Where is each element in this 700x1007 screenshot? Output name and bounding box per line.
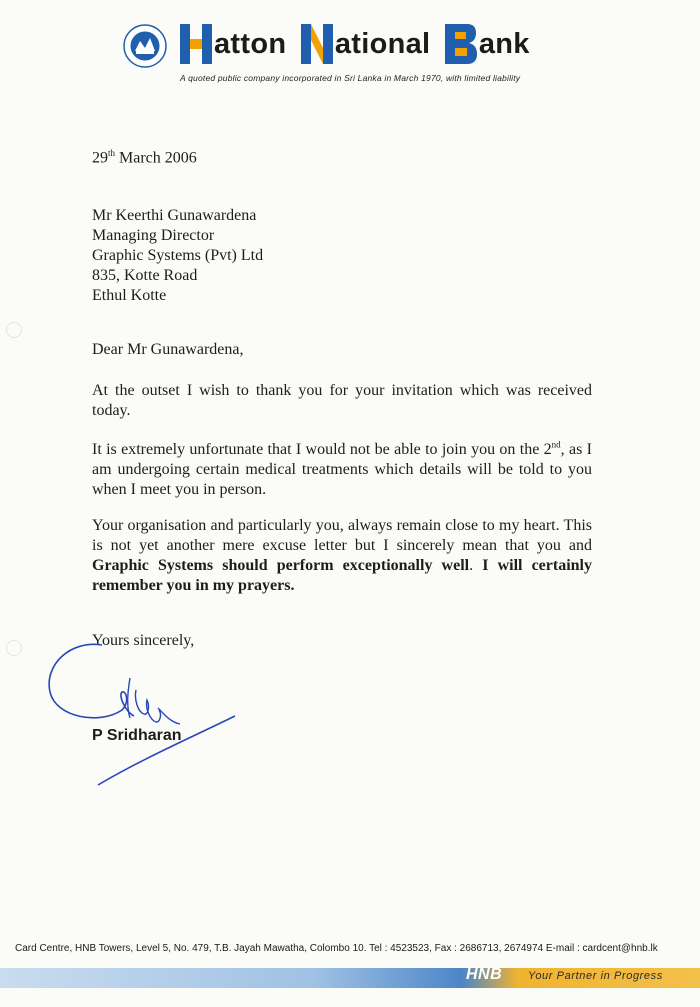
recipient-street: 835, Kotte Road: [92, 267, 198, 284]
paragraph-2-superscript: nd: [551, 439, 561, 450]
signatory-name: P Sridharan: [92, 727, 182, 744]
bank-name: [178, 22, 538, 70]
hnb-brand-mark: HNB: [466, 966, 503, 983]
date-suffix: th: [108, 148, 116, 158]
punch-hole: [6, 322, 22, 338]
footer-slogan: Your Partner in Progress: [528, 970, 663, 982]
paragraph-2: [92, 440, 592, 500]
paragraph-3-bold-2: I will certainly remember you in my prayers.: [92, 557, 592, 594]
letter-date: [92, 148, 197, 167]
recipient-title: Managing Director: [92, 227, 215, 244]
bank-name-word-2: [299, 22, 431, 66]
footer-bar: [0, 968, 700, 988]
paragraph-1: At the outset I wish to thank you for your invitation which was received today.: [92, 382, 592, 419]
bank-name-rest-2: ational: [334, 28, 431, 60]
salutation: Dear Mr Gunawardena,: [92, 341, 244, 358]
footer-address: Card Centre, HNB Towers, Level 5, No. 479, T.B. Jayah Mawatha, Colombo 10. Tel : 4523523, Fax : 2686713, 2674974 E-mail : cardcent@hnb.lk: [15, 943, 658, 954]
paragraph-2-start: It is extremely unfortunate that I would not be able to join you on the 2: [92, 441, 552, 458]
recipient-company: Graphic Systems (Pvt) Ltd: [92, 247, 264, 264]
bank-name-rest-1: atton: [214, 28, 287, 60]
bank-name-word-1: [178, 22, 286, 66]
date-day: 29: [92, 149, 108, 167]
punch-hole: [6, 640, 22, 656]
logo-letter-b-icon: [443, 22, 479, 66]
letterhead-tagline: A quoted public company incorporated in Sri Lanka in March 1970, with limited liability: [180, 73, 521, 83]
letterhead: [120, 18, 570, 88]
logo-letter-n-icon: [299, 22, 335, 66]
bank-name-rest-3: ank: [478, 28, 530, 60]
paragraph-3: [92, 516, 592, 596]
paragraph-3-mid: .: [469, 557, 483, 574]
paragraph-2-end: , as I am undergoing certain medical treatments which details will be told to you when I meet you in person.: [92, 441, 593, 498]
logo-letter-h-icon: [178, 22, 214, 66]
recipient-name: Mr Keerthi Gunawardena: [92, 207, 257, 224]
recipient-city: Ethul Kotte: [92, 287, 167, 304]
paragraph-3-bold-1: Graphic Systems should perform exceptionally well: [92, 557, 470, 574]
paragraph-3-start: Your organisation and particularly you, always remain close to my heart. This is not yet another mere excuse letter but I sincerely mean that you and: [92, 517, 592, 554]
date-rest: March 2006: [115, 149, 197, 167]
recipient-address: [92, 206, 263, 306]
closing: Yours sincerely,: [92, 632, 195, 649]
handwritten-signature: [30, 630, 250, 800]
bank-seal-icon: [123, 24, 167, 68]
bank-name-word-3: [443, 22, 530, 66]
